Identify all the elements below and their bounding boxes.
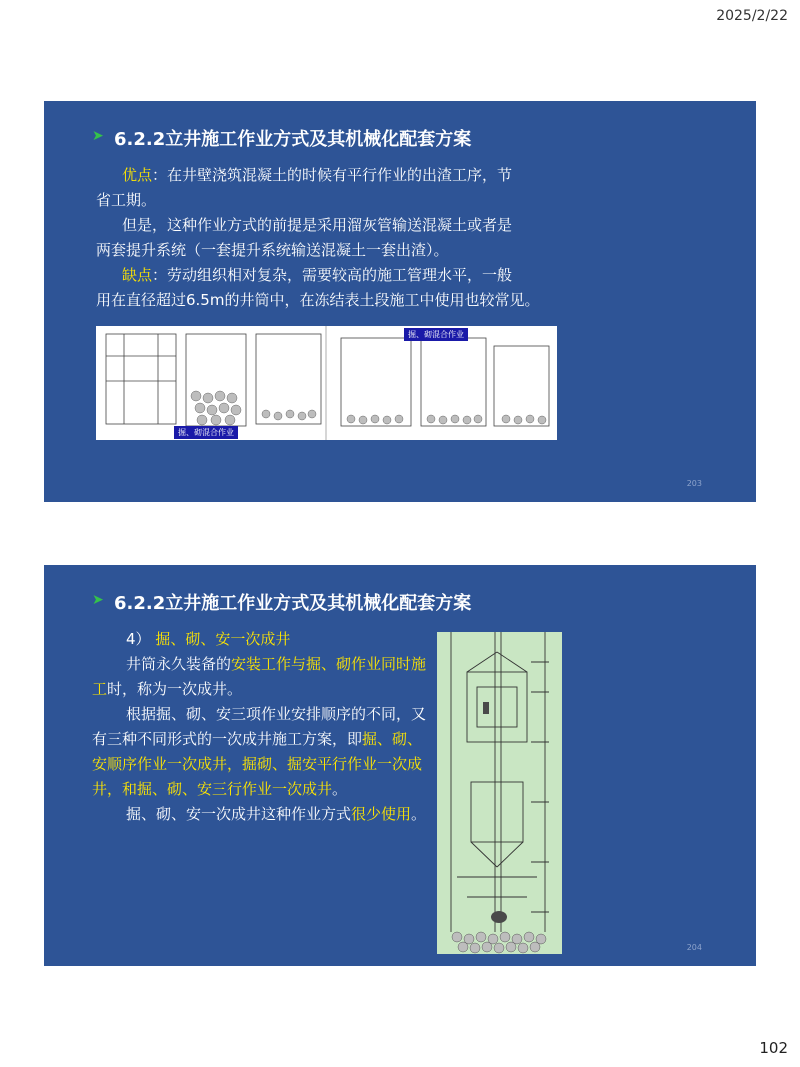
- disadvantage-paragraph: 缺点：劳动组织相对复杂，需要较高的施工管理水平，一般: [122, 266, 513, 284]
- figure-right-label: 掘、砌混合作业: [404, 328, 468, 341]
- slide-number: 204: [686, 943, 702, 952]
- premise-line2: 两套提升系统（一套提升系统输送混凝土一套出渣）。: [96, 241, 449, 259]
- page-number: 102: [759, 1039, 788, 1057]
- one-step-shaft-figure: [437, 632, 562, 954]
- slide-title: ➤ 6.2.2立井施工作业方式及其机械化配套方案: [92, 592, 472, 614]
- arrow-bullet-icon: ➤: [92, 592, 104, 608]
- disadvantage-label: 缺点: [122, 266, 153, 284]
- slide-body: [92, 627, 437, 827]
- paragraph-2: 根据掘、砌、安三项作业安排顺序的不同，又有三种不同形式的一次成井施工方案，即掘、砌、安顺序作业一次成井，掘砌、掘安平行作业一次成井，和掘、砌、安三行作业一次成井。: [92, 705, 427, 798]
- paragraph-1: 井筒永久装备的安装工作与掘、砌作业同时施工时，称为一次成井。: [92, 655, 427, 698]
- item-heading: 4） 掘、砌、安一次成井: [126, 630, 291, 648]
- paragraph-3: 掘、砌、安一次成井这种作业方式很少使用。: [126, 805, 427, 823]
- slide-203: [44, 101, 756, 502]
- advantage-line2: 省工期。: [96, 191, 157, 209]
- shaft-equipment-illustration: [437, 632, 562, 954]
- disadvantage-line2: 用在直径超过6.5m的井筒中，在冻结表土段施工中使用也较常见。: [96, 291, 540, 309]
- slide-204: [44, 565, 756, 966]
- slide-body: [96, 163, 722, 313]
- advantage-paragraph: 优点：在井壁浇筑混凝土的时候有平行作业的出渣工序，节: [122, 166, 513, 184]
- shaft-diagrams-illustration: [96, 326, 557, 440]
- advantage-label: 优点: [122, 166, 153, 184]
- page-date: 2025/2/22: [716, 8, 788, 24]
- shaft-construction-figure: [96, 326, 557, 440]
- figure-left-label: 掘、砌混合作业: [174, 426, 238, 439]
- slide-number: 203: [686, 479, 702, 488]
- slide-title: ➤ 6.2.2立井施工作业方式及其机械化配套方案: [92, 128, 472, 150]
- premise-paragraph: 但是，这种作业方式的前提是采用溜灰管输送混凝土或者是: [122, 216, 513, 234]
- arrow-bullet-icon: ➤: [92, 128, 104, 144]
